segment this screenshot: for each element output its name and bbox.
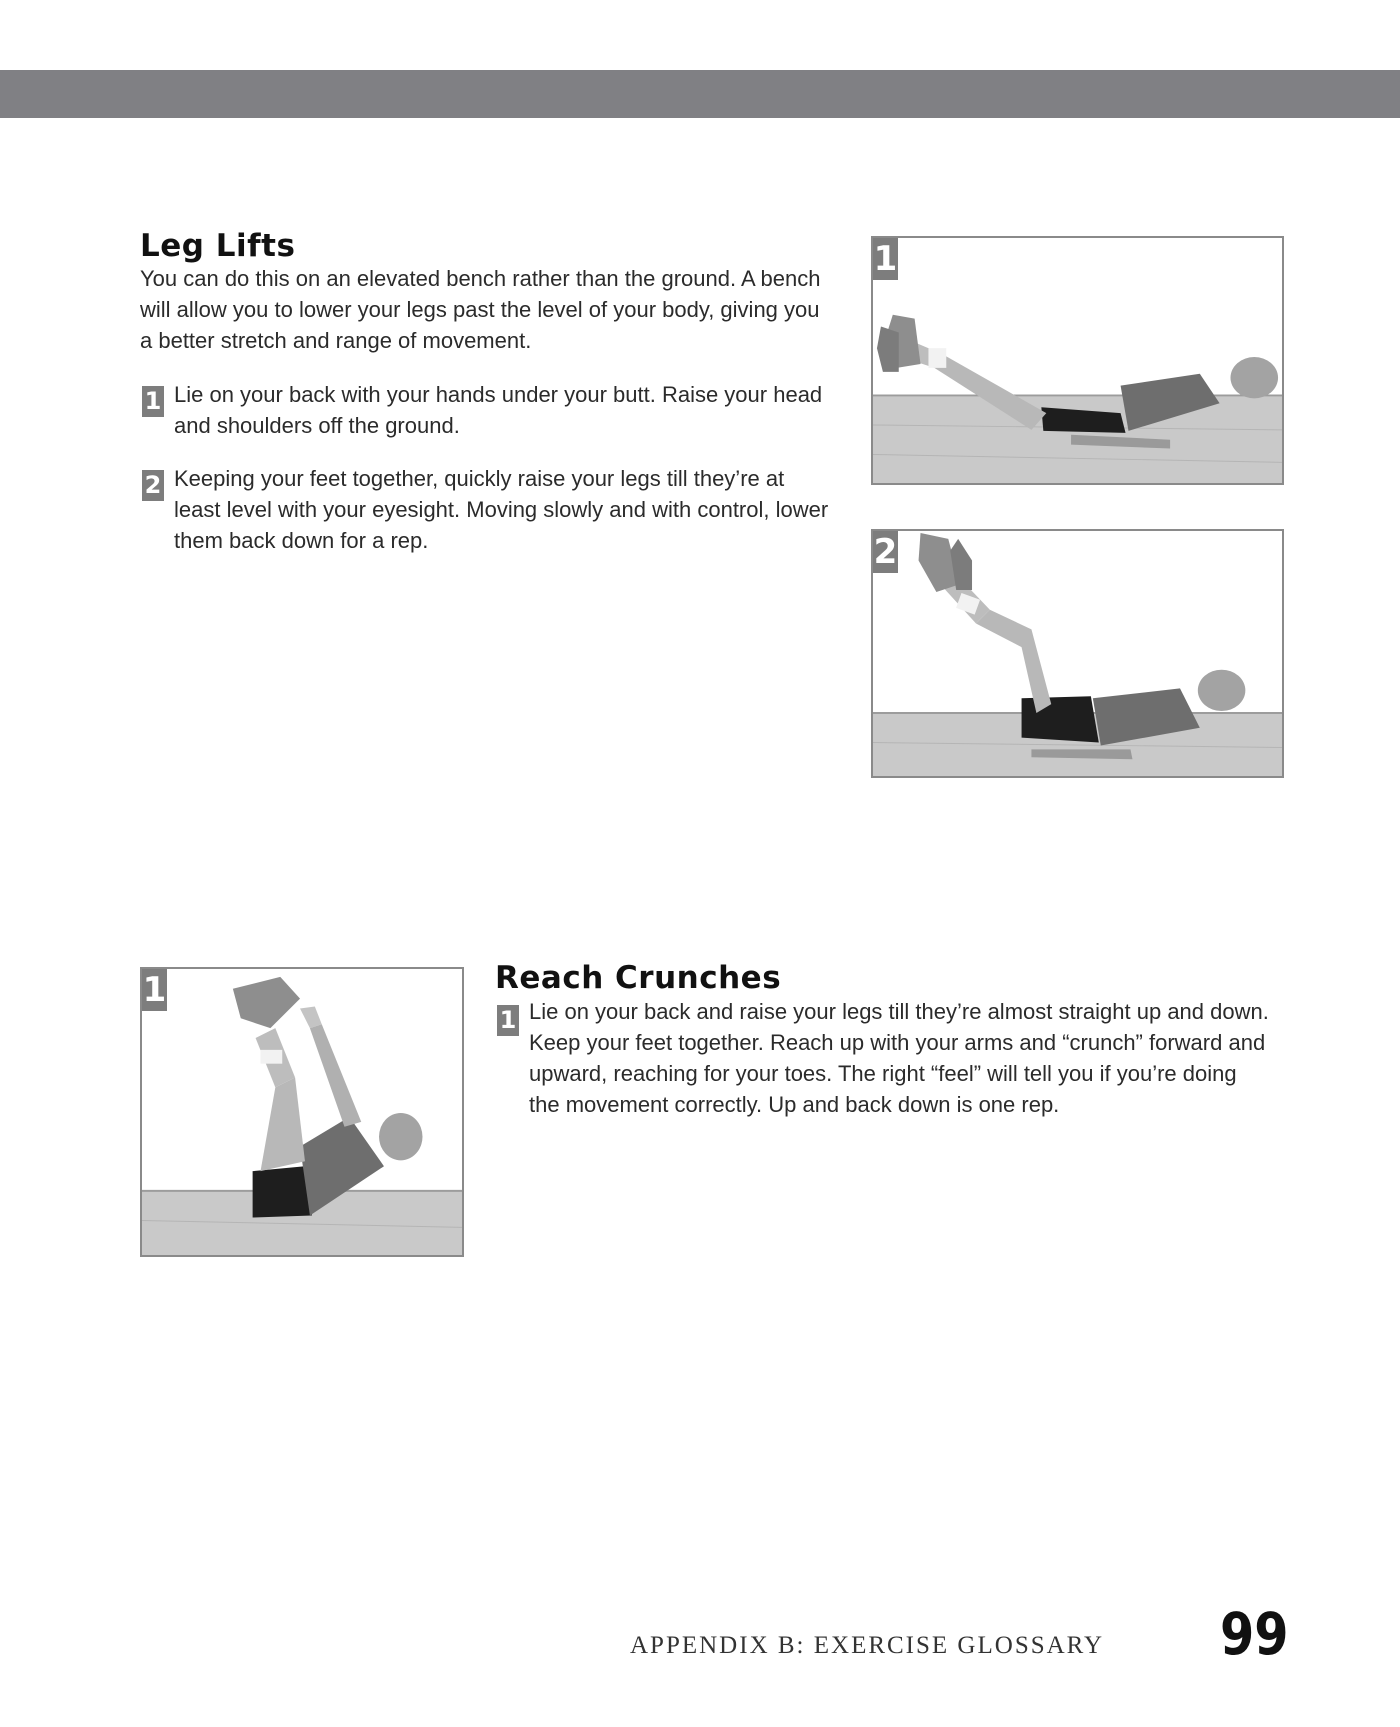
leg-lifts-intro: You can do this on an elevated bench rather than the ground. A bench will allow you to lower your legs past the level of your body, giving you a better stretch and range of movement. [140,266,821,353]
exercise-illustration [873,238,1282,483]
step-badge-1: 1 [142,386,164,417]
step-badge-1: 1 [497,1005,519,1036]
photo-badge-2: 2 [873,532,898,572]
section-title-reach-crunches: Reach Crunches [495,960,782,996]
page-number: 99 [1220,1600,1289,1668]
leg-lifts-photo-1 [871,236,1284,485]
step-badge-2: 2 [142,470,164,501]
leg-lifts-step-2: Keeping your feet together, quickly raise your legs till they’re at least level with your eyesight. Moving slowly and with control, lower them back down for a rep. [174,466,829,553]
leg-lifts-photo-2 [871,529,1284,778]
reach-crunches-step-1: Lie on your back and raise your legs till they’re almost straight up and down. Keep your feet together. Reach up with your arms and “crunch” forward and upward, reaching for your toes. The right “feel” will tell you if you’re doing the movement correctly. Up and back down is one rep. [529,999,1269,1117]
photo-badge-1: 1 [873,239,898,279]
photo-badge-1: 1 [142,970,167,1010]
running-footer: APPENDIX B: EXERCISE GLOSSARY [630,1632,1105,1659]
leg-lifts-step-1: Lie on your back with your hands under your butt. Raise your head and shoulders off the ground. [174,382,823,438]
reach-crunches-photo-1 [140,967,464,1257]
header-bar [0,70,1400,118]
exercise-illustration [873,531,1282,776]
section-title-leg-lifts: Leg Lifts [140,228,296,264]
exercise-illustration [142,969,462,1255]
